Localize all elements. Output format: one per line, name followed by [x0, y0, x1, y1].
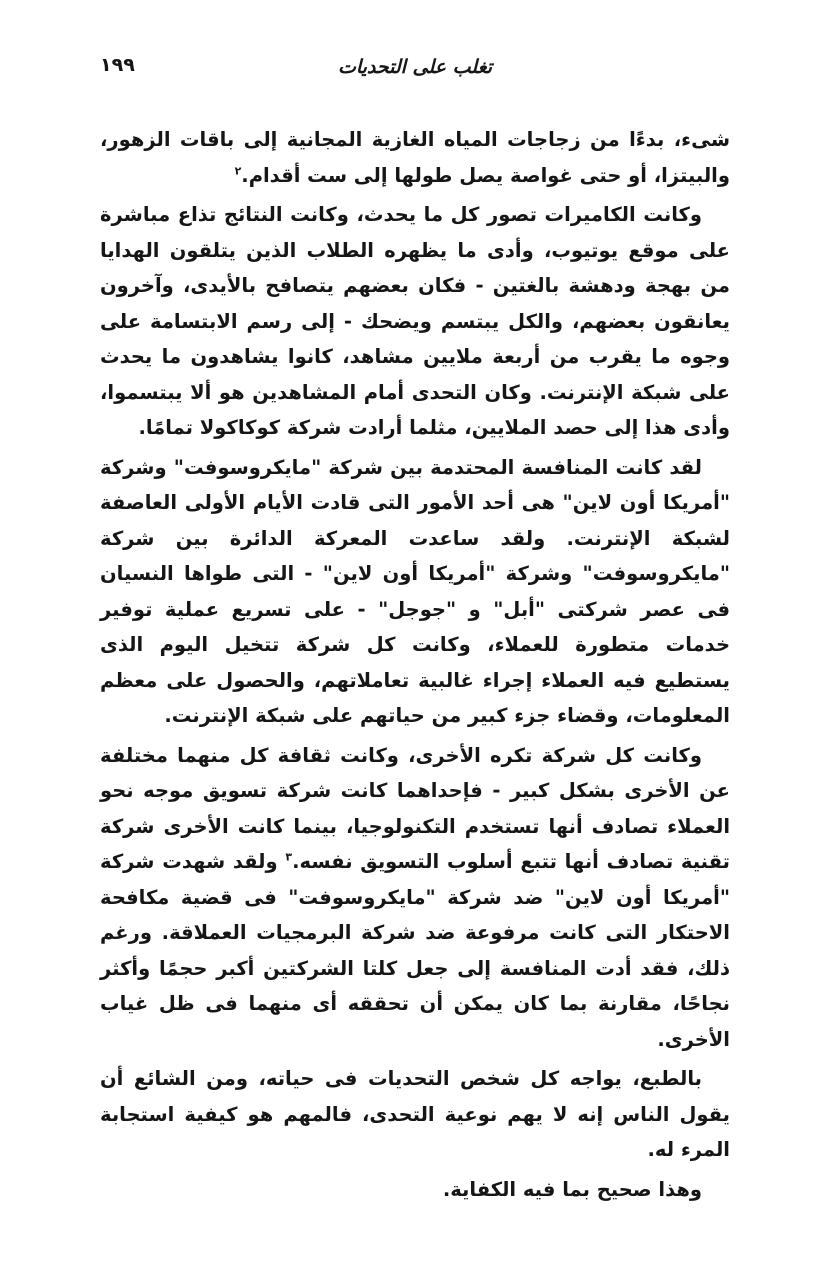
page-number: ١٩٩	[100, 54, 135, 76]
paragraph-text: ولقد شهدت شركة "أمريكا أون لاين" ضد شركة "مايكروسوفت" فى قضية مكافحة الاحتكار التى كانت مرفوعة ضد شركة البرمجيات العملاقة. ورغم ذلك، فقد أدت المنافسة إلى جعل كلتا الشركتين أكبر حجمًا وأكثر نجاحًا، مقارنة بما كان يمكن أن تحققه أى منهما فى ظل غياب الأخرى.	[100, 850, 730, 1051]
footnote-marker: ٣	[285, 850, 293, 864]
paragraph-2: وكانت الكاميرات تصور كل ما يحدث، وكانت النتائج تذاع مباشرة على موقع يوتيوب، وأدى ما يظهره الطلاب الذين يتلقون الهدايا من بهجة ودهشة بالغتين - فكان بعضهم يتصافح بالأيدى، وآخرون يعانقون بعضهم، والكل يبتسم ويضحك - إلى رسم الابتسامة على وجوه ما يقرب من أربعة ملايين مشاهد، كانوا يشاهدون ما يحدث على شبكة الإنترنت. وكان التحدى أمام المشاهدين هو ألا يبتسموا، وأدى هذا إلى حصد الملايين، مثلما أرادت شركة كوكاكولا تمامًا.	[100, 203, 730, 439]
footnote-marker: ٢	[234, 164, 242, 177]
paragraph-text: شىء، بدءًا من زجاجات المياه الغازية المجانية إلى باقات الزهور، والبيتزا، أو حتى غواصة يصل طولها إلى ست أقدام.	[100, 128, 730, 187]
paragraph-3: لقد كانت المنافسة المحتدمة بين شركة "مايكروسوفت" وشركة "أمريكا أون لاين" هى أحد الأمور التى قادت الأيام الأولى العاصفة لشبكة الإنترنت. ولقد ساعدت المعركة الدائرة بين شركة "مايكروسوفت" وشركة "أمريكا أون لاين" - التى طواها النسيان فى عصر شركتى "أبل" و "جوجل" - على تسريع عملية توفير خدمات متطورة للعملاء، وكانت كل شركة تتخيل اليوم الذى يستطيع فيه العملاء إجراء غالبية تعاملاتهم، والحصول على معظم المعلومات، وقضاء جزء كبير من حياتهم على شبكة الإنترنت.	[100, 455, 730, 727]
running-header	[100, 52, 730, 88]
paragraph-text: وكانت كل شركة تكره الأخرى، وكانت ثقافة كل منهما مختلفة عن الأخرى بشكل كبير - فإحداهما كانت شركة تسويق موجه نحو العملاء تصادف أنها تستخدم التكنولوجيا، بينما كانت الأخرى شركة تقنية تصادف أنها تتبع أسلوب التسويق نفسه.	[100, 743, 730, 873]
paragraph-4	[100, 738, 730, 1058]
body-text	[100, 122, 730, 1211]
paragraph-1	[100, 122, 730, 193]
chapter-title: تغلب على التحديات	[337, 56, 493, 78]
paragraph-5: بالطبع، يواجه كل شخص التحديات فى حياته، ومن الشائع أن يقول الناس إنه لا يهم نوعية التحدى، فالمهم هو كيفية استجابة المرء له.	[100, 1067, 730, 1161]
paragraph-6: وهذا صحيح بما فيه الكفاية.	[442, 1177, 702, 1201]
